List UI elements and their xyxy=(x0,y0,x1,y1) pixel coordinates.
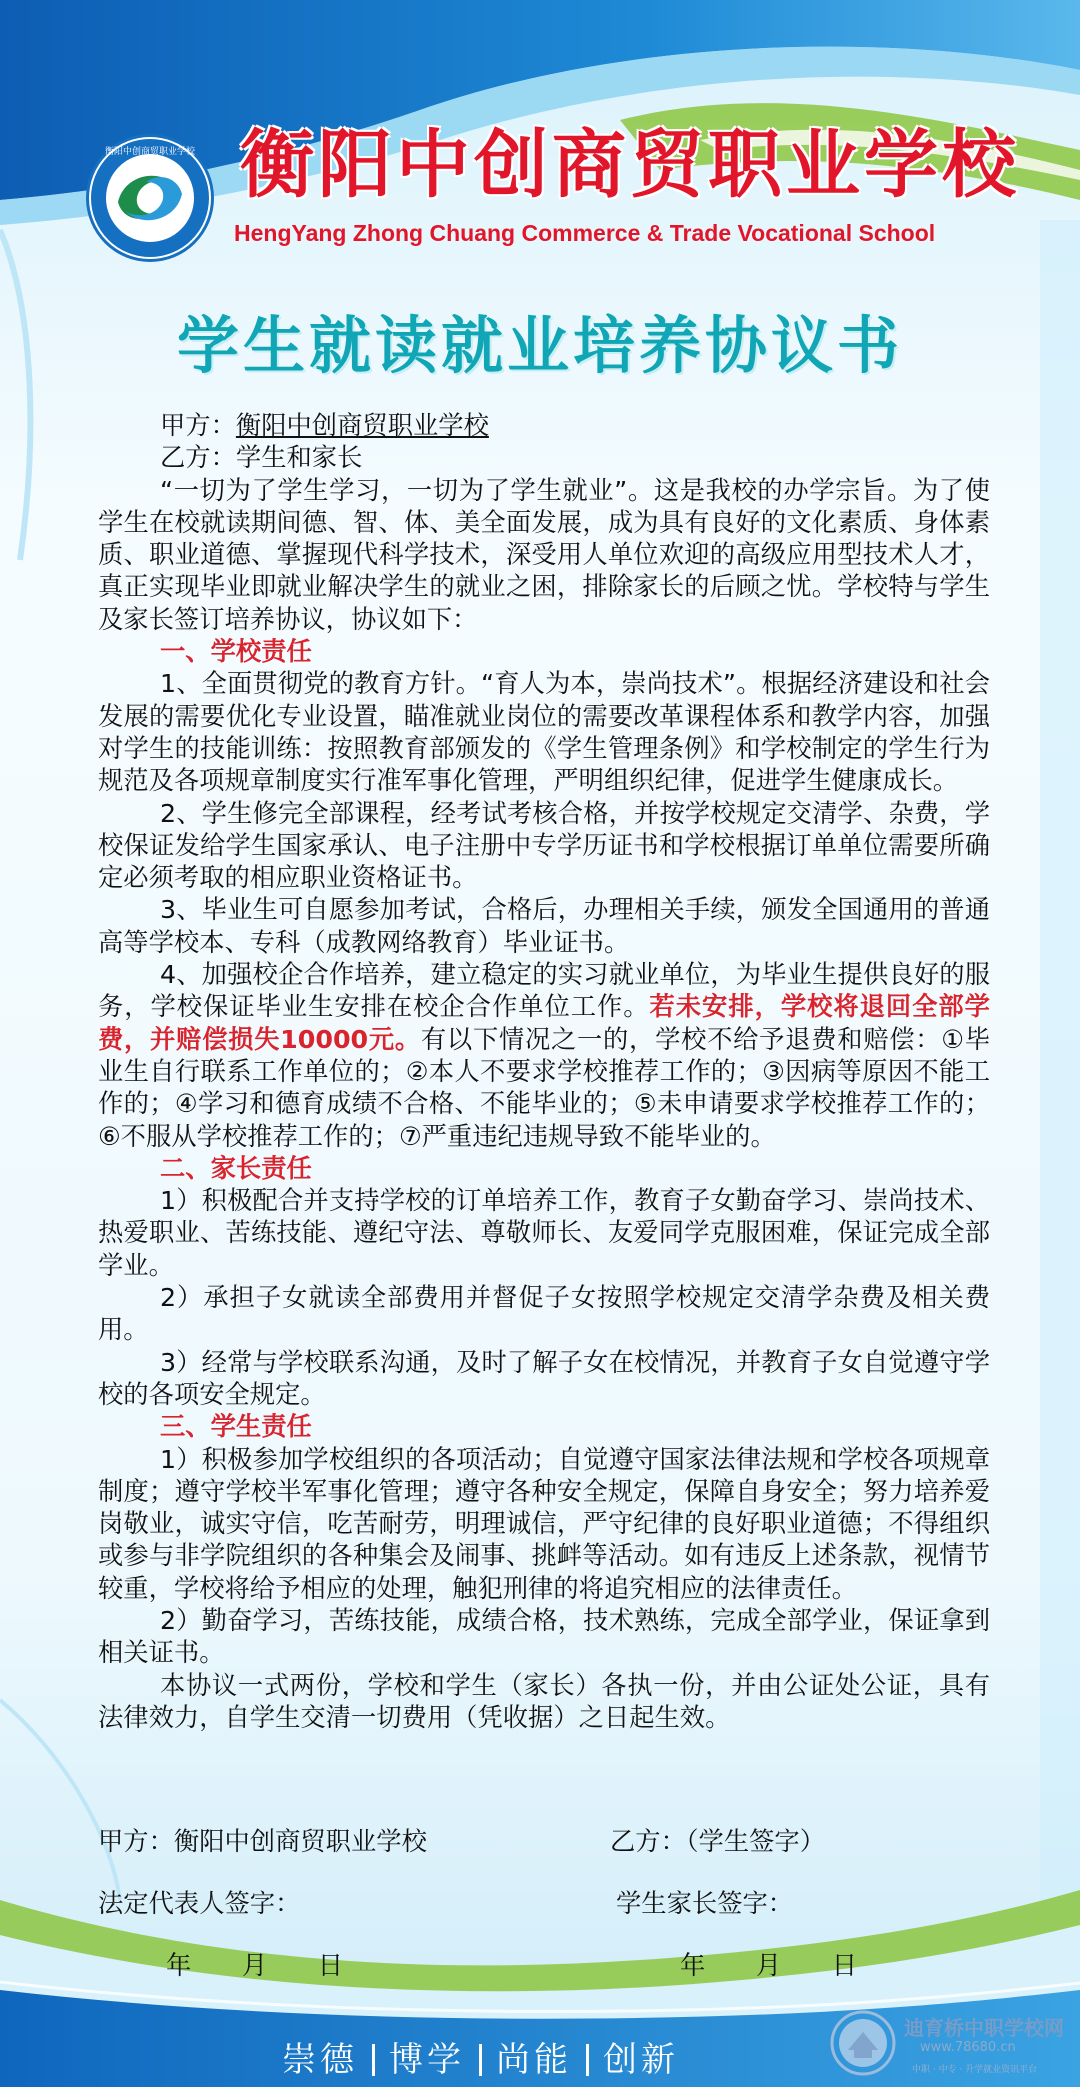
section-heading-student: 三、学生责任 xyxy=(160,1412,312,1442)
school-item-4 xyxy=(98,959,990,1153)
motto-divider xyxy=(479,2044,482,2076)
student-item-2: 2）勤奋学习，苦练技能，成绩合格，技术熟练，完成全部学业，保证拿到相关证书。 xyxy=(98,1605,990,1668)
party-a-label: 甲方： xyxy=(160,411,236,440)
agreement-body xyxy=(98,410,990,1734)
parent-item-2: 2）承担子女就读全部费用并督促子女按照学校规定交清学杂费及相关费用。 xyxy=(98,1283,990,1345)
signature-party-b: 乙方：（学生签字） xyxy=(610,1827,826,1856)
watermark-site-name: 迪育桥中职学校网 xyxy=(904,2016,1064,2040)
section-heading-school: 一、学校责任 xyxy=(160,637,312,667)
school-item-1: 1、全面贯彻党的教育方针。“育人为本，崇尚技术”。根据经济建设和社会发展的需要优化专业设置，瞄准就业岗位的需要改革课程体系和教学内容，加强对学生的技能训练：按照教育部颁发的《学生管理条例》和学校制定的学生行为规范及各项规章制度实行准军事化管理，严明组织纪律，促进学生健康成长。 xyxy=(98,669,990,796)
closing-paragraph: 本协议一式两份，学校和学生（家长）各执一份，并由公证处公证，具有法律效力，自学生交清一切费用（凭收据）之日起生效。 xyxy=(98,1670,990,1732)
svg-text:衡阳中创商贸职业学校: 衡阳中创商贸职业学校 xyxy=(104,147,196,157)
signature-party-a: 甲方：衡阳中创商贸职业学校 xyxy=(98,1827,427,1856)
motto-word: 博学 xyxy=(389,2040,465,2080)
motto-word: 尚能 xyxy=(496,2040,572,2080)
intro-paragraph: “一切为了学生学习，一切为了学生就业”。这是我校的办学宗旨。为了使学生在校就读期间德、智、体、美全面发展，成为具有良好的文化素质、身体素质、职业道德、掌握现代科学技术，深受用人单位欢迎的高级应用型技术人才，真正实现毕业即就业解决学生的就业之困，排除家长的后顾之忧。学校特与学生及家长签订培养协议，协议如下： xyxy=(98,475,990,634)
date-left: 年 月 日 xyxy=(166,1951,344,1980)
student-item-1: 1）积极参加学校组织的各项活动；自觉遵守国家法律法规和学校各项规章制度；遵守学校半军事化管理；遵守各种安全规定，保障自身安全；努力培养爱岗敬业，诚实守信，吃苦耐劳，明理诚信，严守纪律的良好职业道德；不得组织或参与非学院组织的各种集会及闹事、挑衅等活动。如有违反上述条款，视情节较重，学校将给予相应的处理，触犯刑律的将追究相应的法律责任。 xyxy=(98,1444,990,1603)
section-heading-parent: 二、家长责任 xyxy=(160,1153,312,1183)
signature-parent: 学生家长签字： xyxy=(616,1889,794,1918)
school-item-3: 3、毕业生可自愿参加考试，合格后，办理相关手续，颁发全国通用的普通高等学校本、专科（成教网络教育）毕业证书。 xyxy=(98,895,990,957)
signature-legal-rep: 法定代表人签字： xyxy=(98,1889,301,1918)
motto-divider xyxy=(372,2044,375,2076)
party-b-line: 乙方：学生和家长 xyxy=(160,443,363,473)
parent-item-1: 1）积极配合并支持学校的订单培养工作，教育子女勤奋学习、崇尚技术、热爱职业、苦练技能、遵纪守法、尊敬师长、友爱同学克服困难，保证完成全部学业。 xyxy=(98,1186,990,1280)
school-item-4-part-b: 有以下情况之一的，学校不给予退费和赔偿：①毕业生自行联系工作单位的；②本人不要求学校推荐工作的；③因病等原因不能工作的；④学习和德育成绩不合格、不能毕业的；⑤未申请要求学校推荐工作的；⑥不服从学校推荐工作的；⑦严重违纪违规导致不能毕业的。 xyxy=(98,1024,990,1151)
school-logo xyxy=(84,132,216,264)
document-title: 学生就读就业培养协议书 xyxy=(176,309,903,382)
parent-item-3: 3）经常与学校联系沟通，及时了解子女在校情况，并教育子女自觉遵守学校的各项安全规定。 xyxy=(98,1347,990,1409)
date-right: 年 月 日 xyxy=(680,1951,858,1980)
school-name-cn: 衡阳中创商贸职业学校 xyxy=(240,122,1020,208)
motto-word: 崇德 xyxy=(282,2040,358,2080)
watermark-url[interactable]: www.78680.cn xyxy=(920,2040,1016,2055)
party-a-line xyxy=(98,410,990,442)
school-motto xyxy=(282,2032,679,2081)
school-item-2: 2、学生修完全部课程，经考试考核合格，并按学校规定交清学、杂费，学校保证发给学生国家承认、电子注册中专学历证书和学校根据订单单位需要所确定必须考取的相应职业资格证书。 xyxy=(98,798,990,893)
motto-divider xyxy=(586,2044,589,2076)
party-a-name: 衡阳中创商贸职业学校 xyxy=(235,411,489,440)
watermark-subtitle: 中职 · 中专 · 升学就业资讯平台 xyxy=(912,2065,1038,2075)
motto-word: 创新 xyxy=(603,2040,679,2080)
refund-guarantee: 若未安排，学校将退回全部学费，并赔偿损失10000元。 xyxy=(98,992,990,1054)
school-item-4-part-a: 4、加强校企合作培养，建立稳定的实习就业单位，为毕业生提供良好的服务，学校保证毕业生安排在校企合作单位工作。 xyxy=(98,960,990,1022)
school-name-en: HengYang Zhong Chuang Commerce & Trade Vocational School xyxy=(234,220,936,246)
watermark-logo xyxy=(830,2010,896,2076)
